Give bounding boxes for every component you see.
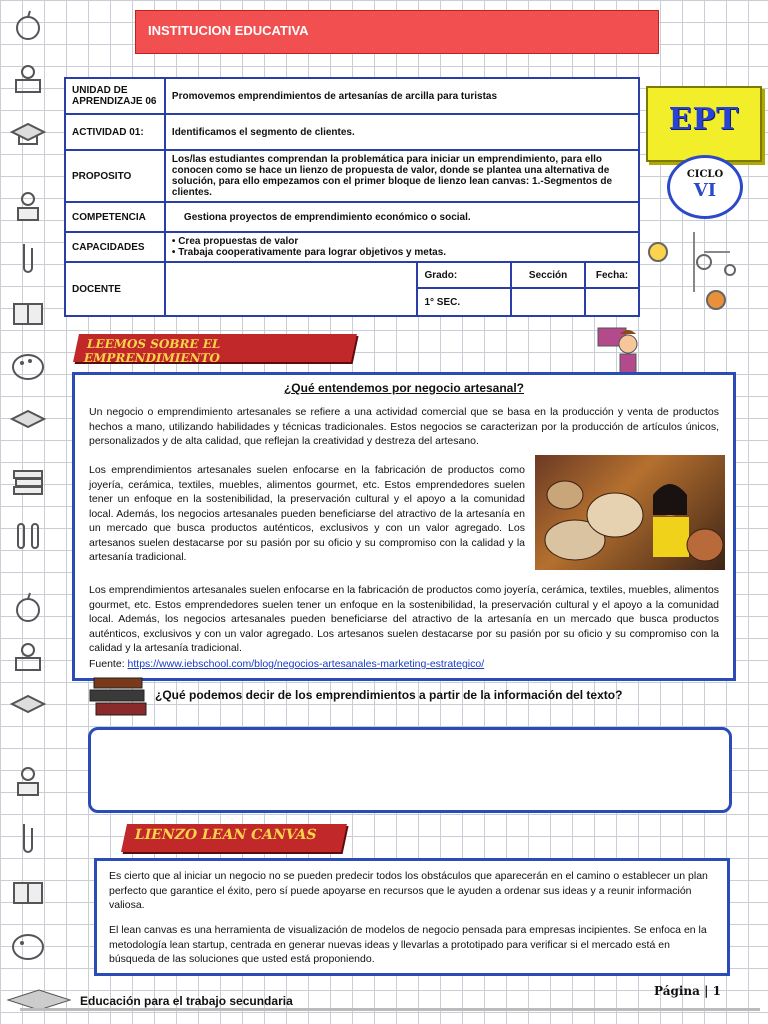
reading-source xyxy=(89,657,719,672)
capacidades-label: CAPACIDADES xyxy=(65,232,165,262)
institution-header xyxy=(135,10,659,54)
books-stack-icon xyxy=(8,465,48,499)
student-reading-icon xyxy=(8,640,48,674)
innovation-gears-icon xyxy=(644,222,744,312)
ept-text: EPT xyxy=(668,102,740,137)
lean-canvas-paragraph-2: El lean canvas es una herramienta de visualización de modelos de negocio pensada para empresas incipientes. Se enfoca en la metodología lean startup, centrada en generar nuevas ideas y llevarlas a prototipado para verificar si el mercado está en búsqueda de las soluciones que usted está proponiendo. xyxy=(109,924,707,965)
unidad-label: UNIDAD DE APRENDIZAJE 06 xyxy=(65,78,165,114)
page-value: 1 xyxy=(712,984,722,998)
lean-canvas-paragraph-1: Es cierto que al iniciar un negocio no se pueden predecir todos los obstáculos que aparecerán en el camino o establecer un plan perfecto que garantice el éxito, pero sí puede apoyarse en recursos que le ayuden a ordenar sus ideas y a reunir información valiosa. xyxy=(109,870,708,911)
page-label: Página xyxy=(654,984,700,998)
competencia-value: Gestiona proyectos de emprendimiento económico o social. xyxy=(165,202,639,232)
unidad-value: Promovemos emprendimientos de artesanías de arcilla para turistas xyxy=(165,78,639,114)
student-laptop-icon xyxy=(8,765,48,799)
capacidad-item: • Trabaja cooperativamente para lograr objetivos y metas. xyxy=(171,247,447,258)
ciclo-badge xyxy=(667,155,743,219)
palette-icon xyxy=(8,350,48,384)
reading-paragraph-1: Un negocio o emprendimiento artesanales se refiere a una actividad comercial que se basa en la producción y venta de productos hechos a mano, utilizando habilidades y técnicas tradicionales. Estos negocios se caracterizan por la producción de artículos únicos, personalizados y de alta calidad, que reflejan la creatividad y destreza del artesano. xyxy=(89,406,719,447)
book-icon xyxy=(8,296,48,330)
competencia-label: COMPETENCIA xyxy=(65,202,165,232)
graduation-cap-icon xyxy=(4,988,74,1018)
actividad-value: Identificamos el segmento de clientes. xyxy=(165,114,639,150)
graduation-cap-icon xyxy=(8,118,48,152)
proposito-label: PROPOSITO xyxy=(65,150,165,202)
seccion-label: Sección xyxy=(511,262,585,288)
fecha-label: Fecha: xyxy=(585,262,639,288)
books-stack-icon xyxy=(88,676,152,718)
page-number: Página | 1 xyxy=(654,984,722,998)
footer-divider xyxy=(20,1008,760,1011)
source-link[interactable]: https://www.iebschool.com/blog/negocios-artesanales-marketing-estrategico/ xyxy=(127,658,485,670)
palette-icon xyxy=(8,930,48,964)
apple-icon xyxy=(8,8,48,42)
reflection-question: ¿Qué podemos decir de los emprendimientos a partir de la información del texto? xyxy=(155,688,623,702)
apple-icon xyxy=(8,590,48,624)
grado-label: Grado: xyxy=(417,262,511,288)
fecha-value[interactable] xyxy=(585,288,639,316)
graduation-cap-icon xyxy=(8,690,48,724)
capacidad-item: • Crea propuestas de valor xyxy=(171,236,299,247)
reading-title: ¿Qué entendemos por negocio artesanal? xyxy=(283,381,525,395)
footer-course-title: Educación para el trabajo secundaria xyxy=(80,994,293,1008)
answer-box[interactable] xyxy=(88,727,732,813)
artisan-ceramics-photo xyxy=(535,455,725,570)
book-icon xyxy=(8,875,48,909)
student-laptop-icon xyxy=(8,190,48,224)
paperclip-icon xyxy=(8,240,48,274)
docente-label: DOCENTE xyxy=(65,262,165,316)
grado-value: 1° SEC. xyxy=(417,288,511,316)
ciclo-value: VI xyxy=(693,180,717,201)
reading-paragraph-3: Los emprendimientos artesanales suelen enfocarse en la fabricación de productos como joyería, cerámica, textiles, muebles, alimentos gourmet, etc. Estos emprendedores suelen tener un enfoque en la sostenibilidad, la preservación cultural y el apoyo a la comunidad local. Además, los negocios artesanales pueden beneficiarse del atractivo de la artesanía en un mercado que busca productos auténticos, exclusivos y con un valor agregado. Los artesanos suelen destacarse por su pasión por su oficio y su compromiso con la calidad y la artesanía tradicional. xyxy=(89,584,719,654)
source-label: Fuente: xyxy=(89,658,125,670)
lean-canvas-panel xyxy=(94,858,730,976)
docente-value[interactable] xyxy=(165,262,418,316)
ept-badge xyxy=(646,86,762,162)
reading-paragraph-2: Los emprendimientos artesanales suelen enfocarse en la fabricación de productos como joyería, cerámica, textiles, muebles, alimentos gourmet, etc. Estos emprendedores suelen tener un enfoque en la sostenibilidad, la preservación cultural y el apoyo a la comunidad local. Además, los negocios artesanales pueden beneficiarse del atractivo de la artesanía en un mercado que busca productos auténticos, exclusivos y con un valor agregado. Los artesanos suelen destacarse por su pasión por su oficio y su compromiso con la calidad y la artesanía tradicional. xyxy=(89,464,525,563)
decorative-doodle-strip xyxy=(0,0,62,1024)
section-banner-lienzo: LIENZO LEAN CANVAS xyxy=(121,824,347,852)
activity-info-table xyxy=(64,77,640,317)
actividad-label: ACTIVIDAD 01: xyxy=(65,114,165,150)
test-tubes-icon xyxy=(8,520,48,554)
ciclo-label: CICLO xyxy=(686,169,724,180)
section-banner-leemos: LEEMOS SOBRE EL EMPRENDIMIENTO xyxy=(73,334,357,362)
capacidades-list xyxy=(165,232,639,262)
artisan-photo-illustration xyxy=(535,455,725,570)
institution-title: INSTITUCION EDUCATIVA xyxy=(148,23,309,38)
seccion-value[interactable] xyxy=(511,288,585,316)
student-reading-icon xyxy=(8,62,48,96)
proposito-value: Los/las estudiantes comprendan la problemática para iniciar un emprendimiento, para ello conocen como se hace un lienzo de propuesta de valor, donde se plantea una alternativa de solución, para ello empezamos con el primer bloque de lienzo lean canvas: 1.-Segmentos de clientes. xyxy=(165,150,639,202)
graduation-cap-icon xyxy=(8,405,48,439)
paperclip-icon xyxy=(8,820,48,854)
reading-panel xyxy=(72,372,736,681)
